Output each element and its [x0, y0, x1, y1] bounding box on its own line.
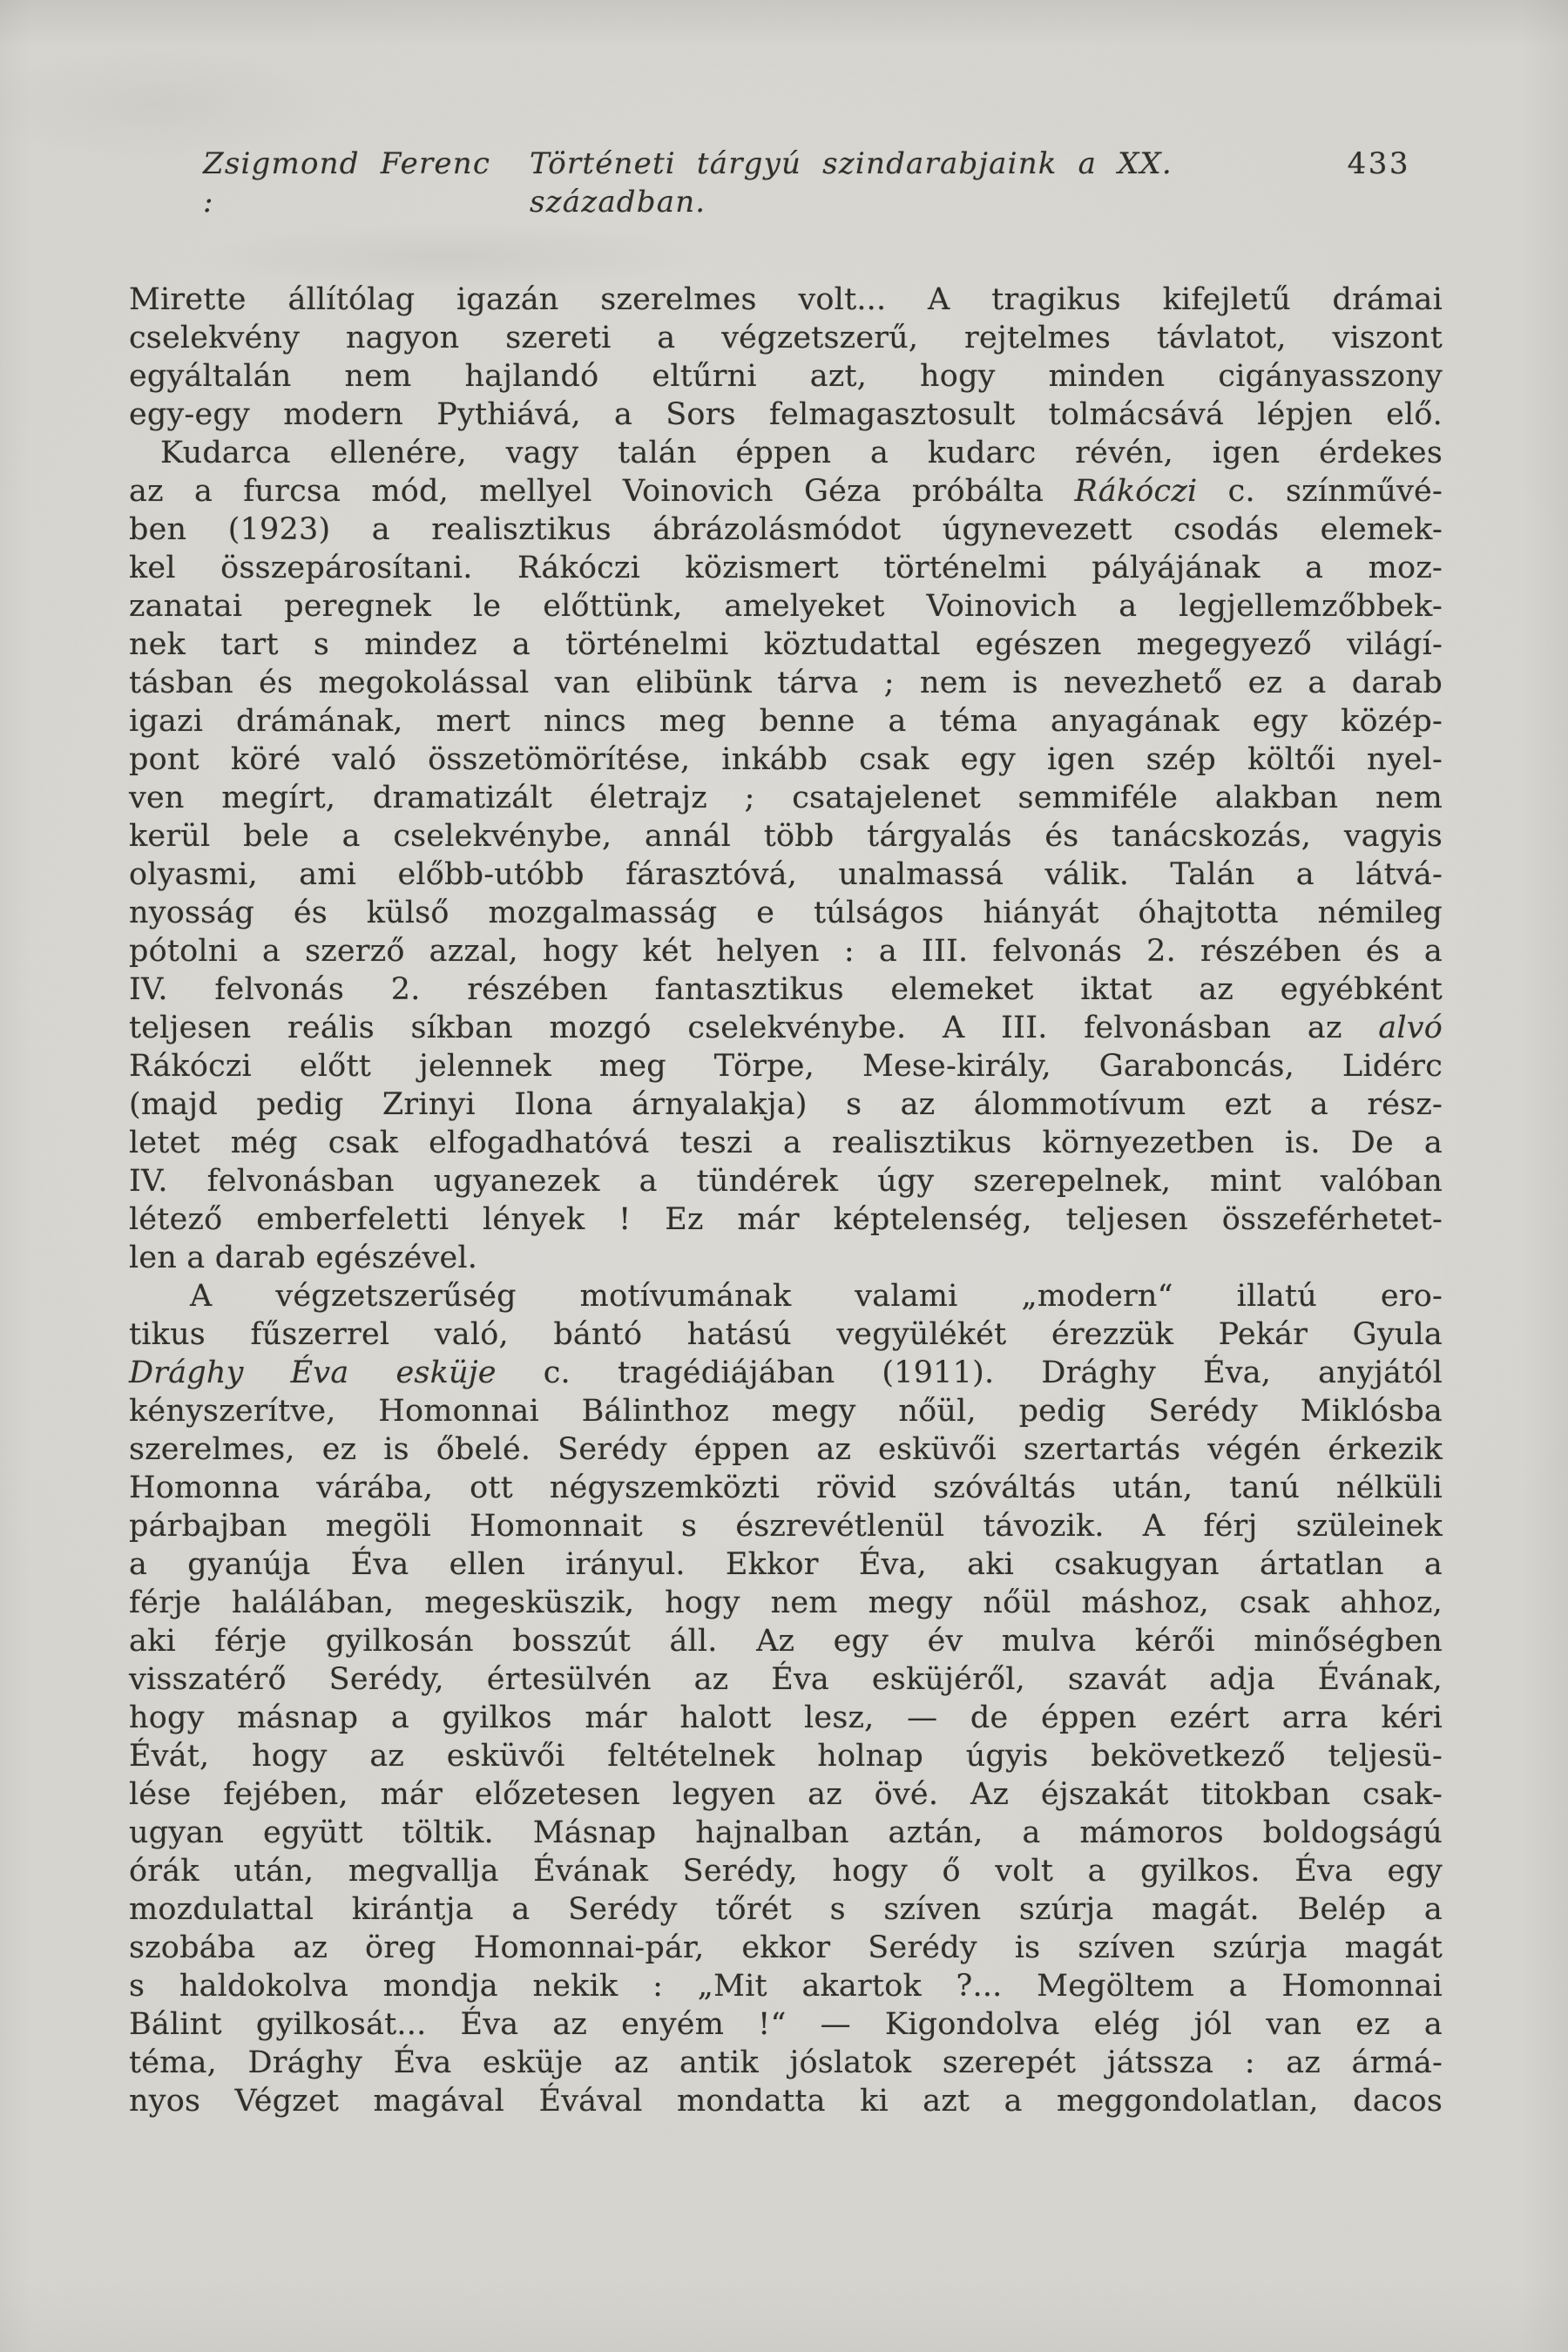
text-line: szerelmes, ez is őbelé. Serédy éppen az esküvői szertartás végén érkezik: [129, 1432, 1443, 1467]
body-text-block: [129, 280, 1443, 2120]
text-line: kerül bele a cselekvénybe, annál több tárgyalás és tanácskozás, vagyis: [129, 819, 1443, 854]
running-header: [203, 145, 1410, 221]
page-number: 433: [1347, 146, 1410, 181]
text-line: IV. felvonás 2. részében fantasztikus elemeket iktat az egyébként: [129, 972, 1443, 1007]
text-line: párbajban megöli Homonnait s észrevétlenül távozik. A férj szüleinek: [129, 1509, 1443, 1544]
text-line: nek tart s mindez a történelmi köztudattal egészen megegyező világí-: [129, 627, 1443, 662]
text-line: Bálint gyilkosát... Éva az enyém !“ — Kigondolva elég jól van ez a: [129, 2007, 1443, 2042]
text-line: ben (1923) a realisztikus ábrázolásmódot úgynevezett csodás elemek-: [129, 512, 1443, 547]
text-line: zanatai peregnek le előttünk, amelyeket Voinovich a legjellemzőbbek-: [129, 589, 1443, 624]
text-line: egy-egy modern Pythiává, a Sors felmagasztosult tolmácsává lépjen elő.: [129, 397, 1443, 432]
text-line: teljesen reális síkban mozgó cselekvénybe. A III. felvonásban az alvó: [129, 1010, 1443, 1045]
text-line: Rákóczi előtt jelennek meg Törpe, Mese-király, Garaboncás, Lidérc: [129, 1049, 1443, 1084]
text-line: ugyan együtt töltik. Másnap hajnalban aztán, a mámoros boldogságú: [129, 1815, 1443, 1850]
text-line: téma, Drághy Éva esküje az antik jóslatok szerepét játssza : az ármá-: [129, 2045, 1443, 2080]
text-line: olyasmi, ami előbb-utóbb fárasztóvá, unalmassá válik. Talán a látvá-: [129, 857, 1443, 892]
text-line: s haldokolva mondja nekik : „Mit akartok ?... Megöltem a Homonnai: [129, 1969, 1443, 2004]
text-line: szobába az öreg Homonnai-pár, ekkor Serédy is szíven szúrja magát: [129, 1930, 1443, 1965]
text-line: nyosság és külső mozgalmasság e túlságos hiányát óhajtotta némileg: [129, 896, 1443, 930]
text-line: ven megírt, dramatizált életrajz ; csatajelenet semmiféle alakban nem: [129, 781, 1443, 815]
text-line: a gyanúja Éva ellen irányul. Ekkor Éva, aki csakugyan ártatlan a: [129, 1547, 1443, 1582]
text-line: cselekvény nagyon szereti a végzetszerű, rejtelmes távlatot, viszont: [129, 321, 1443, 355]
text-line: férje halálában, megesküszik, hogy nem megy nőül máshoz, csak ahhoz,: [129, 1585, 1443, 1620]
text-line: hogy másnap a gyilkos már halott lesz, — de éppen ezért arra kéri: [129, 1700, 1443, 1735]
text-line: pótolni a szerző azzal, hogy két helyen : a III. felvonás 2. részében és a: [129, 934, 1443, 969]
text-line: igazi drámának, mert nincs meg benne a téma anyagának egy közép-: [129, 704, 1443, 739]
text-line: létező emberfeletti lények ! Ez már képtelenség, teljesen összeférhetet-: [129, 1202, 1443, 1237]
text-line: (majd pedig Zrinyi Ilona árnyalakja) s az álommotívum ezt a rész-: [129, 1087, 1443, 1122]
text-line: kel összepárosítani. Rákóczi közismert történelmi pályájának a moz-: [129, 551, 1443, 585]
text-line: az a furcsa mód, mellyel Voinovich Géza próbálta Rákóczi c. színművé-: [129, 474, 1443, 509]
text-line: visszatérő Serédy, értesülvén az Éva esküjéről, szavát adja Évának,: [129, 1662, 1443, 1697]
text-line: Mirette állítólag igazán szerelmes volt... A tragikus kifejletű drámai: [129, 282, 1443, 317]
text-line: tikus fűszerrel való, bántó hatású vegyülékét érezzük Pekár Gyula: [129, 1317, 1443, 1352]
text-line: mozdulattal kirántja a Serédy tőrét s szíven szúrja magát. Belép a: [129, 1892, 1443, 1927]
text-line: len a darab egészével.: [129, 1240, 478, 1275]
text-line: letet még csak elfogadhatóvá teszi a realisztikus környezetben is. De a: [129, 1125, 1443, 1160]
text-line: aki férje gyilkosán bosszút áll. Az egy év mulva kérői minőségben: [129, 1624, 1443, 1659]
text-line: lése fejében, már előzetesen legyen az övé. Az éjszakát titokban csak-: [129, 1777, 1443, 1812]
text-line: Homonna várába, ott négyszemközti rövid szóváltás után, tanú nélküli: [129, 1470, 1443, 1505]
text-line: órák után, megvallja Évának Serédy, hogy ő volt a gyilkos. Éva egy: [129, 1854, 1443, 1889]
running-header-title: Történeti tárgyú szindarabjaink a XX. században.: [529, 146, 1173, 220]
text-line: Kudarca ellenére, vagy talán éppen a kudarc révén, igen érdekes: [160, 436, 1443, 470]
text-line: nyos Végzet magával Évával mondatta ki azt a meggondolatlan, dacos: [129, 2084, 1443, 2119]
text-line: kényszerítve, Homonnai Bálinthoz megy nőül, pedig Serédy Miklósba: [129, 1394, 1443, 1429]
text-line: tásban és megokolással van elibünk tárva ; nem is nevezhető ez a darab: [129, 666, 1443, 700]
text-line: IV. felvonásban ugyanezek a tündérek úgy szerepelnek, mint valóban: [129, 1164, 1443, 1199]
text-line: egyáltalán nem hajlandó eltűrni azt, hogy minden cigányasszony: [129, 359, 1443, 394]
text-line: Évát, hogy az esküvői feltételnek holnap úgyis bekövetkező teljesü-: [129, 1739, 1443, 1774]
text-line: Drághy Éva esküje c. tragédiájában (1911). Drághy Éva, anyjától: [129, 1355, 1443, 1390]
text-line: pont köré való összetömörítése, inkább csak egy igen szép költői nyel-: [129, 742, 1443, 777]
text-line: A végzetszerűség motívumának valami „modern“ illatú ero-: [190, 1279, 1443, 1314]
running-header-author: Zsigmond Ferenc :: [203, 146, 491, 220]
